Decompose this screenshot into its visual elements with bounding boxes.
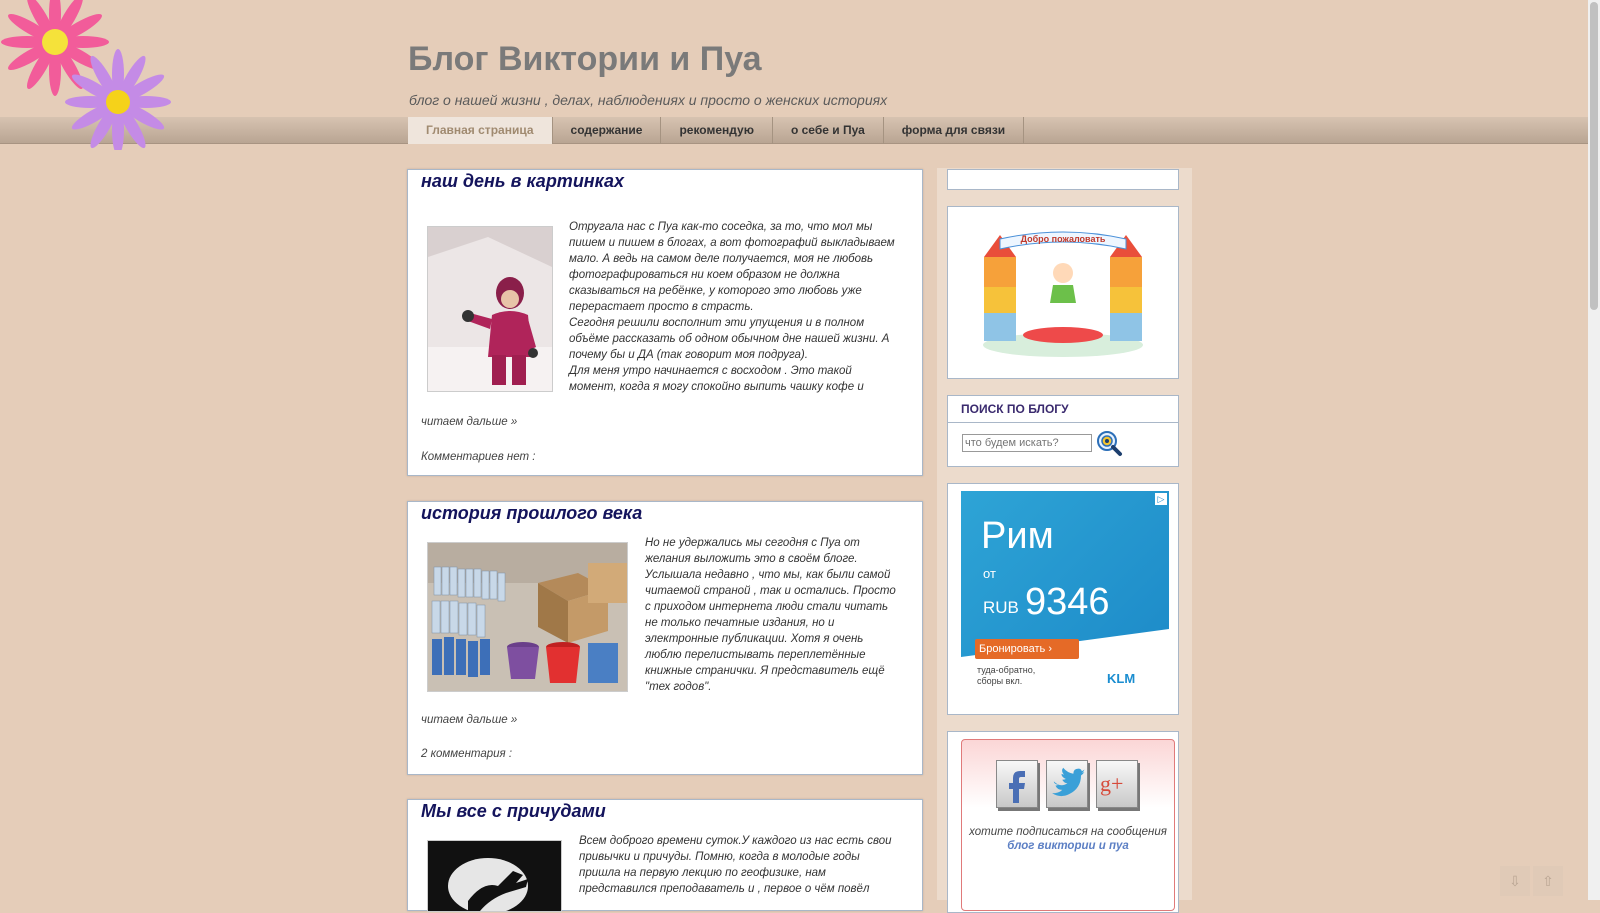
subscribe-blog-link[interactable]: блог виктории и пуа: [1007, 840, 1129, 852]
ad-subtext: туда-обратно, сборы вкл.: [977, 665, 1036, 686]
ad-from-label: от: [983, 566, 996, 581]
post-photo-silhouette[interactable]: [427, 840, 562, 912]
post-title[interactable]: Мы все с причудами: [421, 801, 606, 821]
ad-city: Рим: [981, 515, 1054, 557]
nav-item-contents[interactable]: содержание: [553, 117, 662, 144]
blog-description: блог о нашей жизни , делах, наблюдениях и просто о женских историях: [409, 92, 888, 108]
post-excerpt: Всем доброго времени суток.У каждого из нас есть свои привычки и причуды. Помню, когда в молодые годы пришла на первую лекцию по геофизике, нам представился преподаватель и , первое о чём повёл: [579, 835, 892, 895]
nav-item-contact-form[interactable]: форма для связи: [884, 117, 1024, 144]
klm-ad-banner[interactable]: [961, 491, 1169, 699]
ad-choices-icon[interactable]: ▷: [1155, 493, 1167, 505]
search-input[interactable]: [962, 434, 1092, 452]
flower-decoration: [0, 0, 180, 150]
klm-logo: KLM: [1107, 671, 1136, 686]
post-photo-child-in-snow[interactable]: [427, 226, 553, 392]
blog-title[interactable]: Блог Виктории и Пуа: [408, 40, 762, 78]
main-nav: [408, 117, 1024, 144]
post-photo-bottles[interactable]: [427, 542, 628, 692]
ad-widget: [947, 483, 1179, 715]
read-more-link[interactable]: читаем дальше »: [421, 714, 518, 726]
scroll-down-icon[interactable]: ⇩: [1500, 866, 1530, 896]
search-widget-title: ПОИСК ПО БЛОГУ: [961, 402, 1069, 416]
empty-widget: [947, 169, 1179, 190]
subscribe-text: хотите подписаться на сообщения блог виктории и пуа: [962, 825, 1174, 853]
vertical-scrollbar[interactable]: [1588, 0, 1600, 900]
welcome-widget: [947, 206, 1179, 379]
comments-link[interactable]: Комментариев нет :: [421, 451, 536, 463]
read-more-link[interactable]: читаем дальше »: [421, 416, 518, 428]
scroll-up-icon[interactable]: ⇧: [1533, 866, 1563, 896]
post-title[interactable]: наш день в картинках: [421, 171, 625, 191]
svg-text:g+: g+: [1100, 771, 1124, 796]
ad-currency: RUB: [983, 598, 1019, 617]
scrollbar-thumb[interactable]: [1590, 2, 1598, 310]
search-widget: [947, 395, 1179, 467]
search-icon[interactable]: [1095, 429, 1123, 457]
post-excerpt: Но не удержались мы сегодня с Пуа от желания выложить это в своём блоге. Услышала недавно , что мы, как были самой читаемой страной , так и остались. Просто с приходом интернета люди стали читать не только печатные издания, но и электронные публикации. Хотя я очень люблю перелистывать переплетённые книжные странички. Я представитель ещё "тех годов".: [645, 537, 896, 693]
blog-post: [407, 501, 923, 775]
google-plus-icon[interactable]: [1096, 760, 1138, 808]
blog-post: [407, 169, 923, 476]
welcome-banner-text: Добро пожаловать: [1020, 234, 1106, 244]
ad-book-label: Бронировать: [979, 643, 1046, 655]
post-excerpt: Отругала нас с Пуа как-то соседка, за то, что мол мы пишем и пишем в блогах, а вот фотографий выкладываем мало. А ведь на самом деле получается, моя не любовь фотографироваться ни коем образом не должна сказываться на ребёнке, у которого это любовь уже перерастает просто в страсть. Сегодня решили восполнит эти упущения и в полном объёме рассказать об одном обычном дне нашей жизни. А почему бы и ДА (так говорит моя подруга). Для меня утро начинается с восходом . Это такой момент, когда я могу спокойно выпить чашку кофе и: [569, 221, 895, 393]
subscribe-widget: [947, 731, 1179, 913]
welcome-banner-image: [948, 207, 1178, 378]
ad-book-button[interactable]: Бронировать ›: [975, 639, 1079, 659]
comments-link[interactable]: 2 комментария :: [421, 748, 513, 760]
nav-item-recommend[interactable]: рекомендую: [661, 117, 773, 144]
nav-item-about[interactable]: о себе и Пуа: [773, 117, 884, 144]
post-title[interactable]: история прошлого века: [421, 503, 643, 523]
facebook-icon[interactable]: [996, 760, 1038, 808]
social-box: [961, 739, 1175, 911]
blog-post: [407, 799, 923, 911]
twitter-icon[interactable]: [1046, 760, 1088, 808]
ad-price: 9346: [1025, 581, 1110, 623]
nav-item-home[interactable]: Главная страница: [408, 117, 553, 144]
